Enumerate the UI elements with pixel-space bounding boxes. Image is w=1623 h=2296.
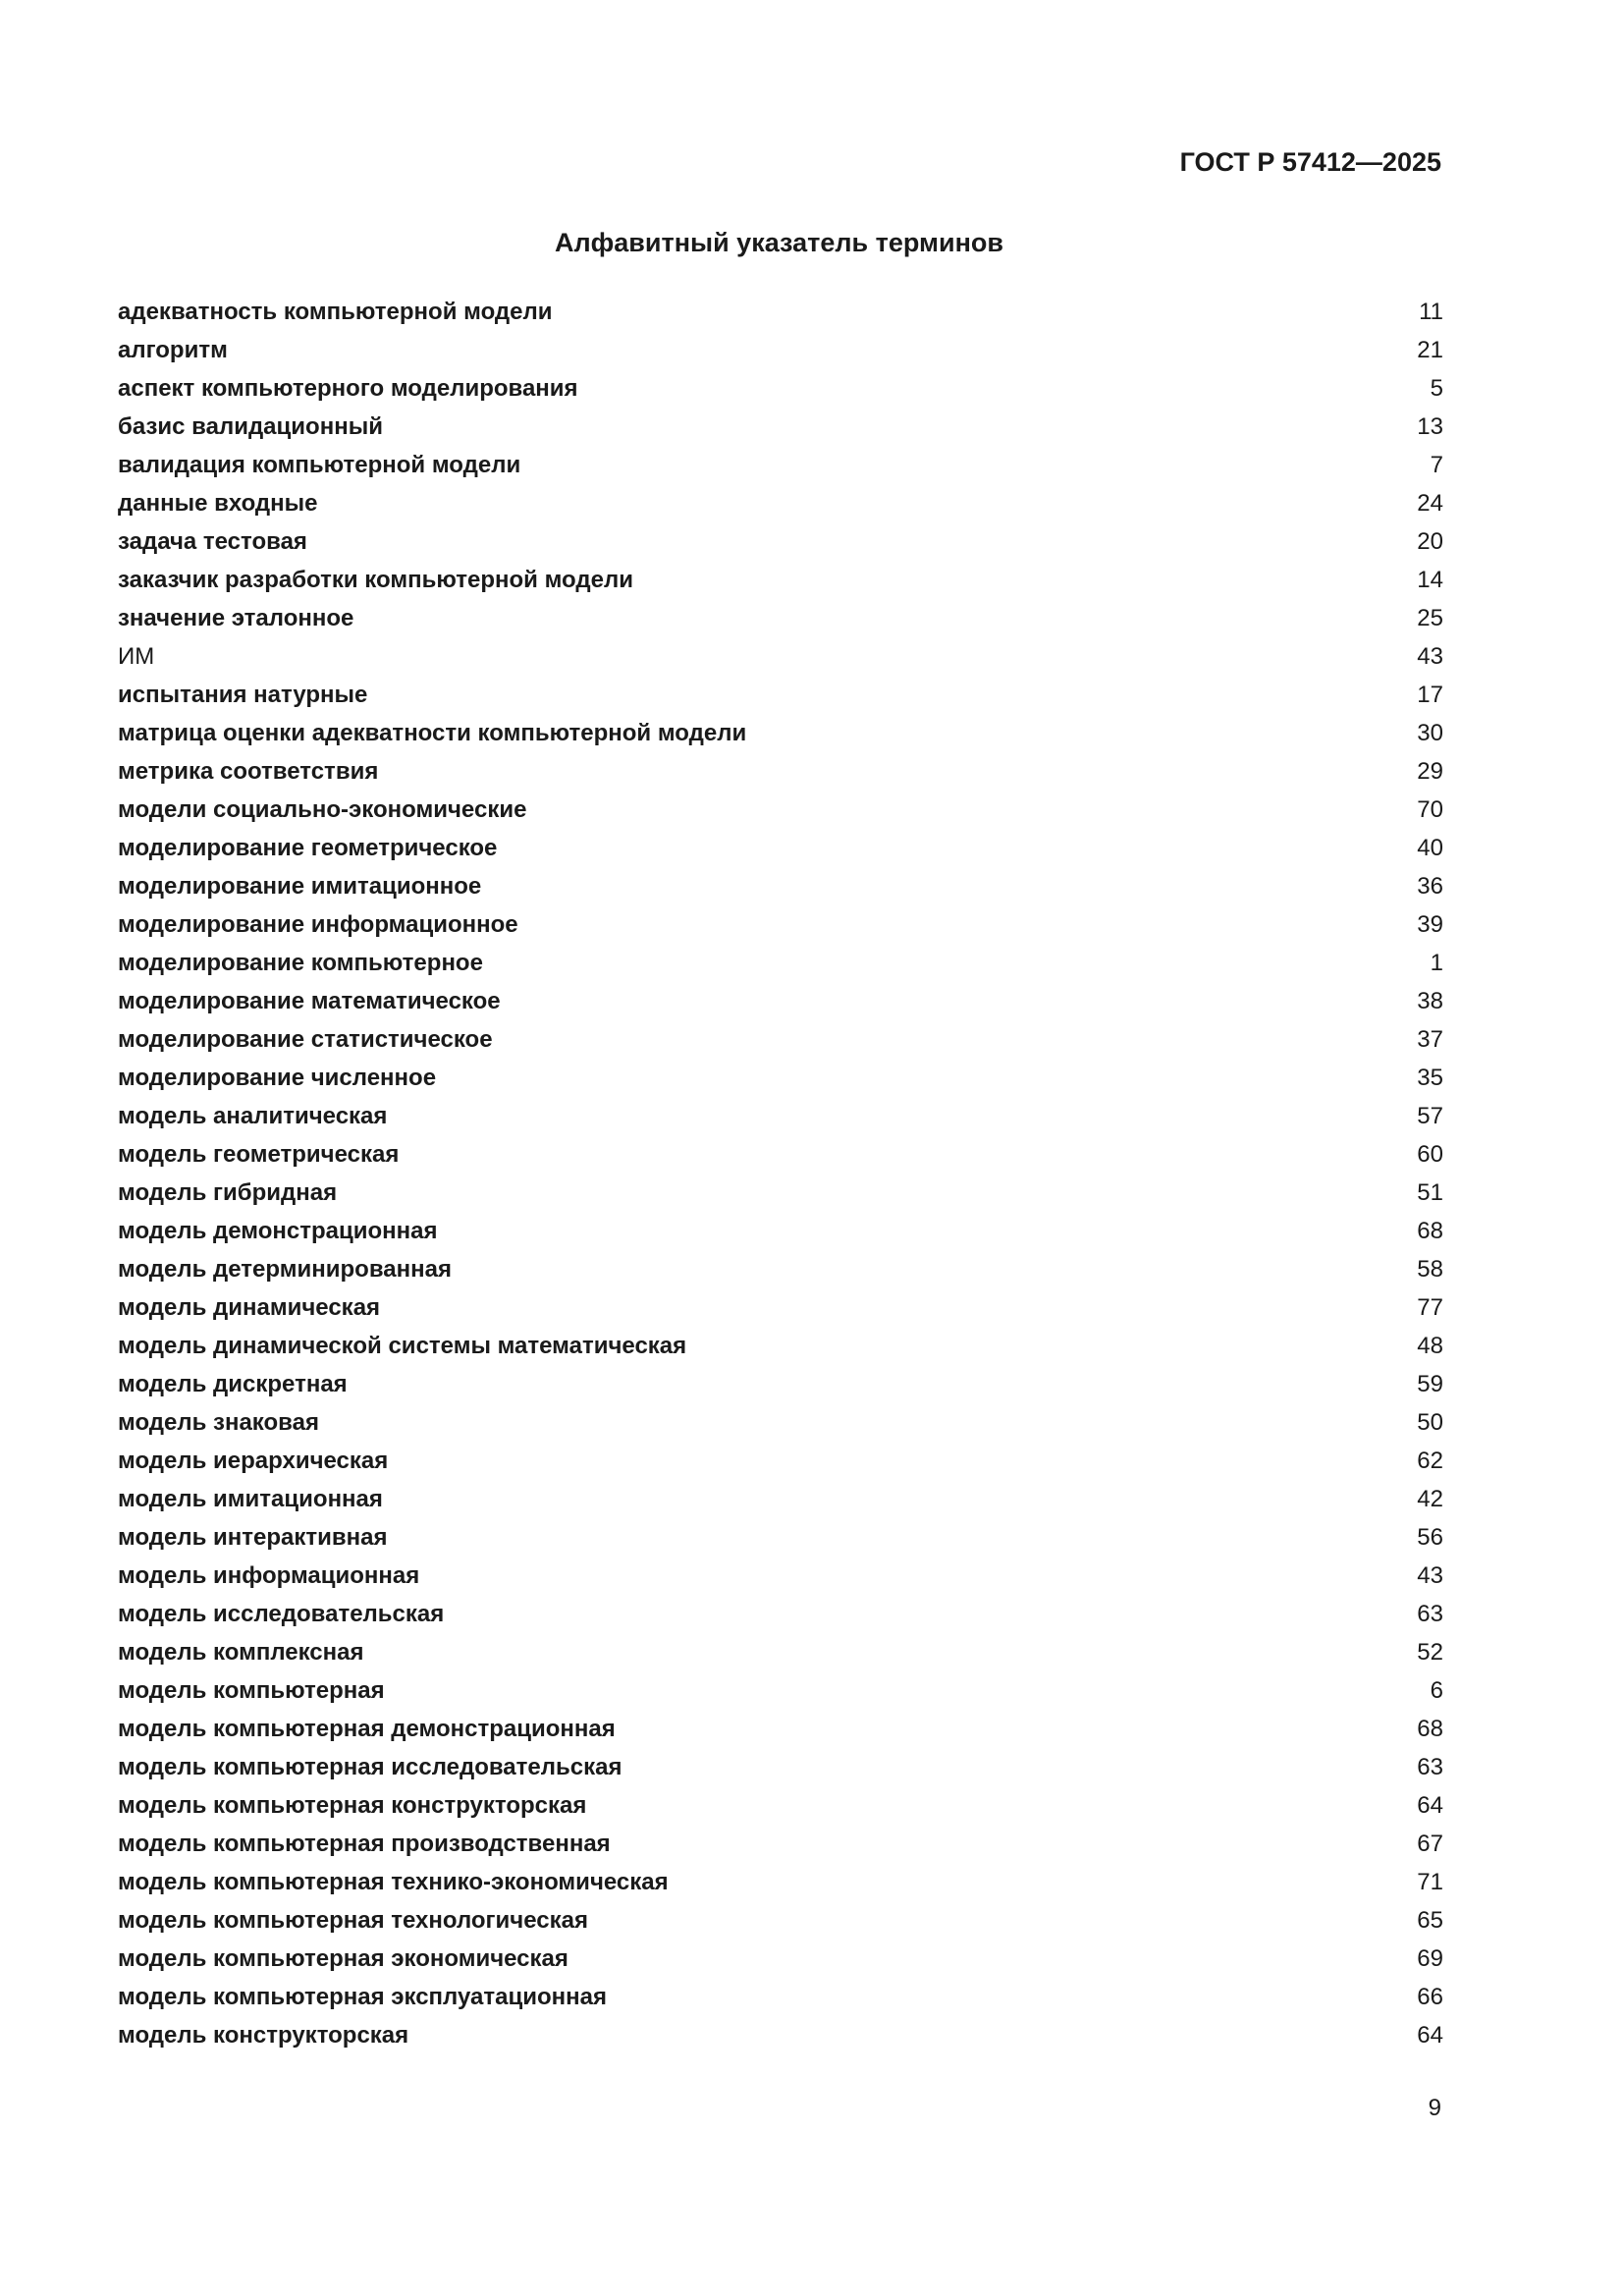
- index-entry: [118, 331, 1443, 369]
- index-entry-term: модель аналитическая: [118, 1103, 388, 1129]
- index-entry-number: 59: [1417, 1371, 1443, 1397]
- index-entry-number: 1: [1430, 950, 1443, 976]
- index-entry-number: 69: [1417, 1945, 1443, 1972]
- index-entry-term: заказчик разработки компьютерной модели: [118, 567, 633, 593]
- index-entry-number: 24: [1417, 490, 1443, 517]
- index-entry: [118, 1212, 1443, 1250]
- index-entry-number: 30: [1417, 720, 1443, 746]
- index-entry: [118, 1595, 1443, 1633]
- index-entry-term: модель геометрическая: [118, 1141, 400, 1168]
- index-entry-number: 64: [1417, 2022, 1443, 2049]
- index-entry: [118, 1403, 1443, 1442]
- index-entry: [118, 1250, 1443, 1288]
- index-entry: [118, 1480, 1443, 1518]
- index-entry-term: ИМ: [118, 643, 155, 670]
- index-entry-number: 66: [1417, 1984, 1443, 2010]
- index-entry-number: 29: [1417, 758, 1443, 785]
- index-entry: [118, 1633, 1443, 1671]
- index-entry: [118, 637, 1443, 676]
- index-entry-term: модель имитационная: [118, 1486, 383, 1512]
- index-entry: [118, 1518, 1443, 1557]
- index-entry-number: 43: [1417, 1562, 1443, 1589]
- index-entry-number: 36: [1417, 873, 1443, 900]
- index-entry-term: задача тестовая: [118, 528, 307, 555]
- index-entry: [118, 408, 1443, 446]
- index-entry-term: модель интерактивная: [118, 1524, 388, 1551]
- index-entry-number: 14: [1417, 567, 1443, 593]
- index-entry-term: валидация компьютерной модели: [118, 452, 521, 478]
- index-entry-number: 51: [1417, 1179, 1443, 1206]
- index-entry: [118, 944, 1443, 982]
- index-entry: [118, 1365, 1443, 1403]
- index-entry-number: 17: [1417, 682, 1443, 708]
- index-entry: [118, 1671, 1443, 1710]
- index-entry-number: 40: [1417, 835, 1443, 861]
- index-entry: [118, 1825, 1443, 1863]
- index-entry: [118, 369, 1443, 408]
- index-entry-number: 68: [1417, 1716, 1443, 1742]
- index-entry-term: моделирование статистическое: [118, 1026, 493, 1053]
- index-entry-number: 50: [1417, 1409, 1443, 1436]
- index-entry: [118, 1748, 1443, 1786]
- index-entry: [118, 1135, 1443, 1174]
- index-entry: [118, 1442, 1443, 1480]
- index-entry: [118, 829, 1443, 867]
- index-entry-number: 25: [1417, 605, 1443, 631]
- index-entry-term: модель компьютерная производственная: [118, 1831, 611, 1857]
- index-entry: [118, 676, 1443, 714]
- index-entry-number: 63: [1417, 1754, 1443, 1780]
- index-entry-term: модель демонстрационная: [118, 1218, 438, 1244]
- index-entry-term: модель детерминированная: [118, 1256, 452, 1283]
- index-entry-term: моделирование численное: [118, 1065, 437, 1091]
- index-entry-term: модель компьютерная исследовательская: [118, 1754, 622, 1780]
- index-entry: [118, 905, 1443, 944]
- index-entry-number: 43: [1417, 643, 1443, 670]
- index-entry-term: модель конструкторская: [118, 2022, 409, 2049]
- index-entry: [118, 1020, 1443, 1059]
- index-entry-number: 65: [1417, 1907, 1443, 1934]
- index-entry-term: модель иерархическая: [118, 1448, 389, 1474]
- index-entry-term: базис валидационный: [118, 413, 383, 440]
- index-entry-term: аспект компьютерного моделирования: [118, 375, 578, 402]
- index-entry-number: 42: [1417, 1486, 1443, 1512]
- index-entry: [118, 1327, 1443, 1365]
- index-entry: [118, 1940, 1443, 1978]
- index-entry: [118, 522, 1443, 561]
- index-entry-number: 77: [1417, 1294, 1443, 1321]
- index-entry: [118, 2016, 1443, 2054]
- index-entry-term: адекватность компьютерной модели: [118, 299, 553, 325]
- index-entry-number: 20: [1417, 528, 1443, 555]
- index-entry-term: значение эталонное: [118, 605, 354, 631]
- index-entry-term: испытания натурные: [118, 682, 368, 708]
- index-entry-term: моделирование компьютерное: [118, 950, 483, 976]
- index-entry: [118, 1710, 1443, 1748]
- index-entry-number: 11: [1419, 299, 1443, 325]
- index-entry: [118, 484, 1443, 522]
- index-entry-number: 58: [1417, 1256, 1443, 1283]
- index-entry: [118, 599, 1443, 637]
- index-entry-term: матрица оценки адекватности компьютерной модели: [118, 720, 747, 746]
- index-entry: [118, 982, 1443, 1020]
- document-standard-id: ГОСТ Р 57412—2025: [1179, 147, 1441, 177]
- index-entry-term: модель компьютерная: [118, 1677, 385, 1704]
- index-entry-term: модель компьютерная демонстрационная: [118, 1716, 616, 1742]
- index-entry-term: метрика соответствия: [118, 758, 379, 785]
- index-entry: [118, 752, 1443, 791]
- index-entry-term: алгоритм: [118, 337, 228, 363]
- index-entry-number: 71: [1417, 1869, 1443, 1895]
- index-entry-term: данные входные: [118, 490, 318, 517]
- index-entry-term: модель знаковая: [118, 1409, 319, 1436]
- index-title: [0, 228, 1623, 258]
- index-entry-term: моделирование информационное: [118, 911, 518, 938]
- index-entry-term: модель динамической системы математическая: [118, 1333, 687, 1359]
- index-entry-number: 56: [1417, 1524, 1443, 1551]
- index-entry: [118, 1059, 1443, 1097]
- index-entry-term: моделирование имитационное: [118, 873, 482, 900]
- index-entry-term: моделирование геометрическое: [118, 835, 498, 861]
- index-entry-number: 13: [1417, 413, 1443, 440]
- index-entry-term: модель информационная: [118, 1562, 420, 1589]
- index-entry: [118, 446, 1443, 484]
- index-entry-number: 52: [1417, 1639, 1443, 1666]
- index-entry-number: 6: [1430, 1677, 1443, 1704]
- index-entry-number: 38: [1417, 988, 1443, 1014]
- index-entry-term: модель компьютерная экономическая: [118, 1945, 568, 1972]
- index-entry: [118, 1786, 1443, 1825]
- index-entry-number: 37: [1417, 1026, 1443, 1053]
- index-entry-number: 64: [1417, 1792, 1443, 1819]
- term-index-list: [118, 293, 1443, 2054]
- index-entry-term: модели социально-экономические: [118, 796, 527, 823]
- index-entry-number: 70: [1417, 796, 1443, 823]
- index-entry: [118, 293, 1443, 331]
- index-entry-term: модель компьютерная технико-экономическая: [118, 1869, 669, 1895]
- index-entry: [118, 1978, 1443, 2016]
- index-entry: [118, 1863, 1443, 1901]
- index-entry-number: 62: [1417, 1448, 1443, 1474]
- index-entry: [118, 1174, 1443, 1212]
- index-entry-number: 7: [1430, 452, 1443, 478]
- index-entry-number: 35: [1417, 1065, 1443, 1091]
- index-entry-term: моделирование математическое: [118, 988, 501, 1014]
- index-entry: [118, 1901, 1443, 1940]
- index-entry: [118, 1288, 1443, 1327]
- index-entry-term: модель компьютерная эксплуатационная: [118, 1984, 607, 2010]
- index-entry-number: 5: [1430, 375, 1443, 402]
- index-entry-number: 57: [1417, 1103, 1443, 1129]
- index-entry-term: модель комплексная: [118, 1639, 364, 1666]
- index-entry: [118, 1097, 1443, 1135]
- index-entry-term: модель гибридная: [118, 1179, 338, 1206]
- index-title-text: Алфавитный указатель терминов: [555, 228, 1003, 257]
- index-entry: [118, 1557, 1443, 1595]
- index-entry-term: модель исследовательская: [118, 1601, 445, 1627]
- index-entry-term: модель дискретная: [118, 1371, 348, 1397]
- index-entry-number: 39: [1417, 911, 1443, 938]
- index-entry-term: модель компьютерная технологическая: [118, 1907, 588, 1934]
- page-number: 9: [1428, 2095, 1441, 2121]
- index-entry-number: 60: [1417, 1141, 1443, 1168]
- index-entry-term: модель компьютерная конструкторская: [118, 1792, 587, 1819]
- index-entry-number: 63: [1417, 1601, 1443, 1627]
- index-entry-number: 67: [1417, 1831, 1443, 1857]
- index-entry-number: 21: [1417, 337, 1443, 363]
- index-entry: [118, 561, 1443, 599]
- index-entry-term: модель динамическая: [118, 1294, 381, 1321]
- index-entry: [118, 867, 1443, 905]
- index-entry: [118, 714, 1443, 752]
- index-entry-number: 48: [1417, 1333, 1443, 1359]
- index-entry: [118, 791, 1443, 829]
- index-entry-number: 68: [1417, 1218, 1443, 1244]
